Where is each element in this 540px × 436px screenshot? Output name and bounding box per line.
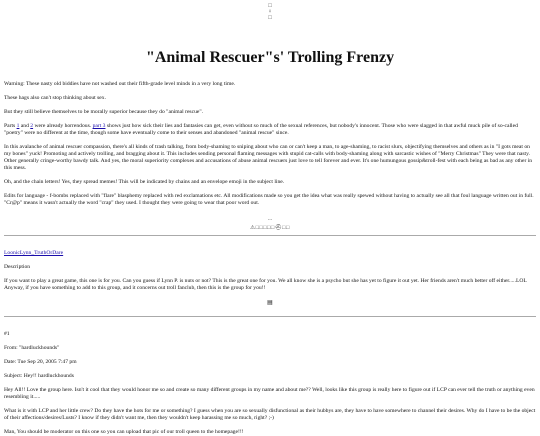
description-label: Description	[4, 264, 31, 270]
part-3-link[interactable]: part 3	[92, 123, 106, 129]
female-symbol-icon: ♀	[267, 9, 273, 15]
intro-paragraph: But they still believe themselves to be morally superior because they do "animal rescue".	[4, 109, 204, 115]
post-body: What is it with LCP and her little crew? Do they have the hots for me or something? I guess when you are so sexually disfunctional as their hubbys are, they have to have somewhere to channel their desires. Why do I have to be the object of their affections/desires/Lusts? I know if they didn't want me, then they wouldn't keep harassing me so much, right? ;-)	[4, 408, 536, 421]
page-title: "Animal Rescuer"s' Trolling Frenzy	[145, 49, 395, 66]
parts-paragraph: Parts 1 and 2 were already horrendous. part 3 shows just how sick their lies and fantasies can get, even without so much of the sexual references, but nobody's innocent. Those who were slagged in that awful muck pile of so-called "poetry" were no different at the time, though some have eventually come to their senses and abandoned "animal rescue" since.	[4, 123, 518, 136]
intro-paragraph: Edits for language - f-bombs replaced with "flare" blasphemy replaced with red exclamations etc. All modifications made so you get the idea what was really spewed without having to actually see all that foul language written out in full. "Cr@p" means it wasn't actually the word "crap" they used. I thought they were going to wear that poor word out.	[4, 193, 534, 206]
post-date: Date: Tue Sep 20, 2005 7:47 pm	[4, 359, 77, 365]
intro-paragraph: These hags also can't stop thinking about sex.	[4, 95, 106, 101]
image-icon: ▤	[267, 300, 273, 306]
post-number: #1	[4, 331, 10, 337]
separator-dots: ...	[268, 217, 272, 222]
part-1-link[interactable]: 1	[16, 123, 20, 129]
description-text: If you want to play a great game, this one is for you. Can you guess if Lynn P. is nuts or not? This is the great one for you. We all know she is a psycho but she has yet to figure it out yet. Her friends aren't much better off either.....LOL Anyway, if you have something to add to this group, and it concerns out troll fanclub, then this is the group for you!!	[4, 278, 527, 291]
intro-paragraph: In this avalanche of animal rescuer compassion, there's all kinds of trash talking, from body-shaming to sniping about who can or can't keep a man, to age-shaming, to racist slurs, objectifying themselves and others as in "I gots meat on my bones" yuck! Promoting and actively trolling, and bragging about it. This includes sending personal flaming messages with stupid cat-calls with body-shaming along with sarcastic wishes of "Merry Christmas" They were that nasty. Other generally cringe-worthy bawdy talk. And yes, the moral superiority complexes and accusations of abuse animal rescuers just love to tell forever and ever. It's one humungous gossip&troll-fest with each being as bad as any other in this mess.	[4, 144, 533, 171]
post-from: From: "hardluckhounds"	[4, 345, 60, 351]
small-square-icon: □	[268, 15, 272, 21]
part-2-link[interactable]: 2	[30, 123, 34, 129]
page	[0, 3, 540, 436]
warning-text: Warning: These nasty old biddies have not washed out their fifth-grade level minds in a very long time.	[4, 81, 236, 87]
emoji-row: ⚠□□□□□⛑□□	[250, 225, 290, 231]
post-subject: Subject: Hey!! hardluckhounds	[4, 373, 74, 379]
small-square-icon: □	[268, 3, 272, 9]
post-body: Man, You should be moderator on this one so you can upload that pic of our troll queen to the homepage!!!	[4, 429, 244, 435]
top-icons	[4, 3, 536, 21]
divider	[4, 235, 536, 236]
intro-paragraph: Oh, and the chain letters! Yes, they spread memes! This will be indicated by chains and an envelope emoji in the subject line.	[4, 179, 285, 185]
post-body: Hey All!! Love the group here. Isn't it cool that they would honor me so and create so many different groups in my name and about me?? Well, looks like this group is really here to figure out if LCP can ever tell the truth or anything even resembling it.....	[4, 387, 535, 400]
group-link[interactable]: LoonicLynn_TruthOrDare	[4, 250, 64, 256]
divider	[4, 316, 536, 317]
